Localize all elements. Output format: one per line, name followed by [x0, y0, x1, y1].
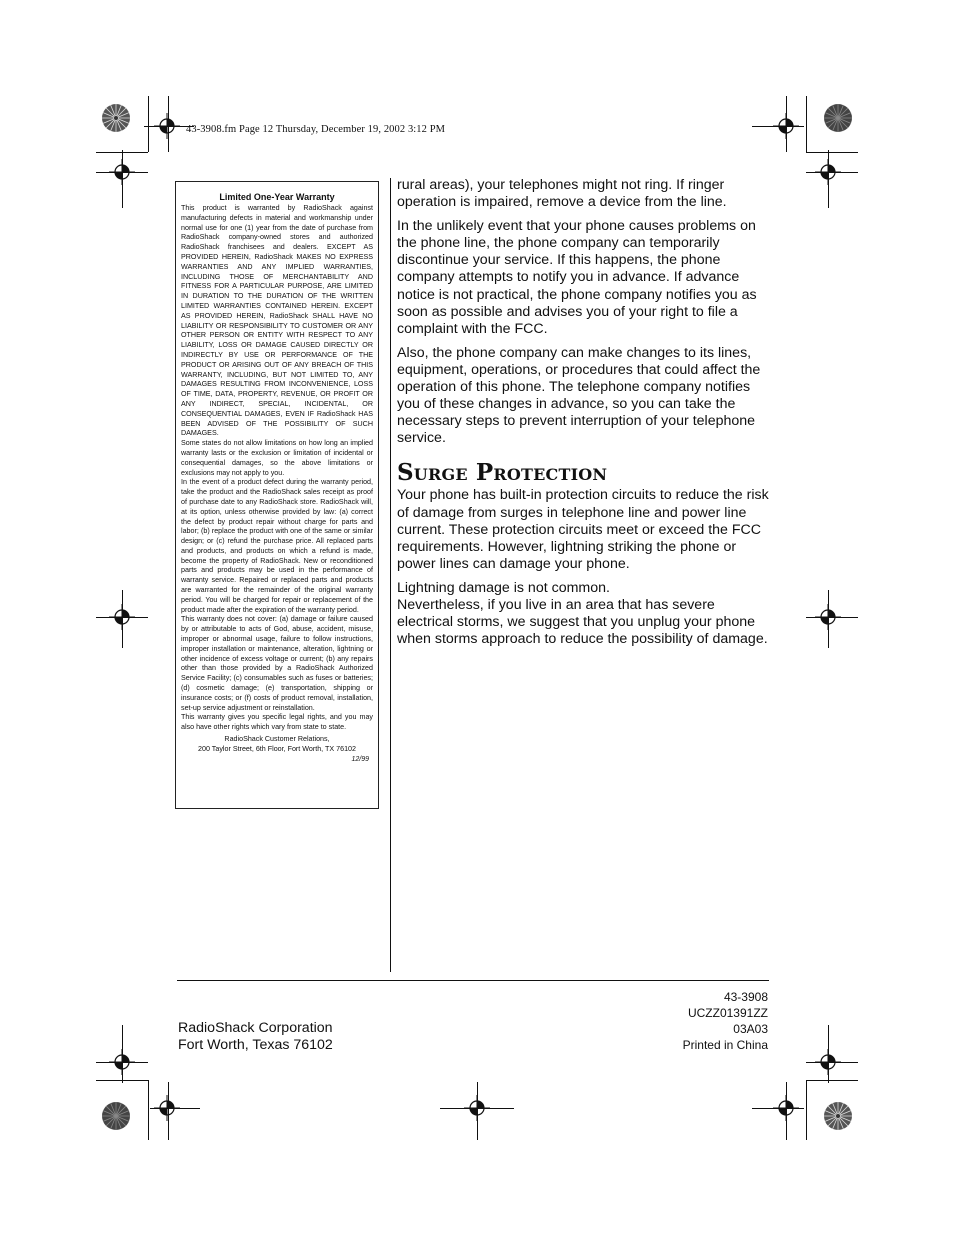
- registration-target-icon: [154, 113, 180, 139]
- registration-target-icon: [773, 1095, 799, 1121]
- body-column: [397, 177, 769, 655]
- registration-target-icon: [109, 604, 135, 630]
- warranty-title: Limited One-Year Warranty: [219, 192, 335, 202]
- warranty-box: [175, 181, 379, 809]
- starburst-calibration-icon: [823, 103, 853, 133]
- company-name: RadioShack Corporation: [178, 1020, 333, 1036]
- body-paragraph: Also, the phone company can make changes to its lines, equipment, operations, or procedures that could affect the operation of this phone. The telephone company notifies you of these changes in advance, so you can take the necessary steps to prevent interruption of your telephone service.: [397, 344, 761, 447]
- body-paragraph: Lightning damage is not common.: [397, 579, 610, 596]
- catalog-number: 43-3908: [723, 990, 768, 1004]
- company-address: [178, 1020, 333, 1055]
- starburst-calibration-icon: [101, 1101, 131, 1131]
- warranty-date: 12/99: [351, 755, 369, 763]
- warranty-contact-line: RadioShack Customer Relations,: [224, 735, 330, 744]
- printed-in: Printed in China: [682, 1037, 768, 1052]
- registration-target-icon: [109, 159, 135, 185]
- starburst-calibration-icon: [101, 103, 131, 133]
- company-city: Fort Worth, Texas 76102: [178, 1037, 333, 1054]
- catalog-codes: [683, 990, 768, 1054]
- registration-target-icon: [773, 113, 799, 139]
- registration-target-icon: [154, 1095, 180, 1121]
- body-paragraph: Your phone has built-in protection circuits to reduce the risk of damage from surges in telephone line and power line current. These protection circuits meet or exceed the FCC requirements. However, lightning striking the phone or power lines can damage your phone.: [397, 487, 769, 572]
- column-divider: [390, 178, 391, 972]
- footer-rule: [177, 980, 769, 981]
- warranty-paragraph: In the event of a product defect during the warranty period, take the product and the RadioShack sales receipt as proof of purchase date to any RadioShack store. RadioShack will, at its option, unless otherwise provided by law: (a) correct the defect by product repair without charge for parts and labor; (b) replace the product with one of the same or similar design; or (c) refund the purchase price. All replaced parts and products, and products on which a refund is made, become the property of RadioShack. New or reconditioned parts and products may be used in the performance of warranty service. Repaired or replaced parts and products are warranted for the remainder of the original warranty period. You will be charged for repair or replacement of the product made after the expiration of the warranty period.: [181, 478, 373, 614]
- warranty-contact-line: 200 Taylor Street, 6th Floor, Fort Worth, TX 76102: [198, 744, 356, 753]
- section-heading: Surge Protection: [397, 459, 608, 487]
- part-number: UCZZ01391ZZ: [687, 1005, 768, 1020]
- registration-target-icon: [815, 1049, 841, 1075]
- warranty-paragraph: This warranty does not cover: (a) damage or failure caused by or attributable to acts of God, abuse, accident, misuse, improper or abnormal usage, failure to follow instructions, improper installation or maintenance, alteration, lightning or other incidence of excess voltage or current; (b) any repairs other than those provided by a RadioShack Authorized Service Facility; (c) consumables such as fuses or batteries; (d) cosmetic damage; (e) transportation, shipping or insurance costs; or (f) costs of product removal, installation, set-up service adjustment or reinstallation.: [181, 615, 373, 712]
- body-paragraph: rural areas), your telephones might not ring. If ringer operation is impaired, remove a device from the line.: [397, 177, 727, 211]
- registration-target-icon: [815, 159, 841, 185]
- body-paragraph: In the unlikely event that your phone causes problems on the phone line, the phone company can temporarily discontinue your service. If this happens, the phone company attempts to notify you in advance. If advance notice is not practical, the phone company notifies you as soon as possible and advises you of your right to file a complaint with the FCC.: [397, 218, 757, 337]
- body-paragraph: Nevertheless, if you live in an area that has severe electrical storms, we suggest that you unplug your phone when storms approach to reduce the possibility of damage.: [397, 596, 768, 648]
- warranty-paragraph: Some states do not allow limitations on how long an implied warranty lasts or the exclusion or limitation of incidental or consequential damages, so the above limitations or exclusions may not apply to you.: [181, 439, 373, 477]
- registration-target-icon: [109, 1049, 135, 1075]
- registration-target-icon: [464, 1095, 490, 1121]
- file-info-header: 43-3908.fm Page 12 Thursday, December 19, 2002 3:12 PM: [186, 124, 446, 135]
- revision-code: 03A03: [733, 1021, 768, 1036]
- warranty-paragraph: This warranty gives you specific legal rights, and you may also have other rights which vary from state to state.: [181, 713, 373, 732]
- starburst-calibration-icon: [823, 1101, 853, 1131]
- registration-target-icon: [815, 604, 841, 630]
- warranty-paragraph: This product is warranted by RadioShack against manufacturing defects in material and workmanship under normal use for one (1) year from the date of purchase from RadioShack company-owned stores and authorized RadioShack franchisees and dealers. EXCEPT AS PROVIDED HEREIN, RadioShack MAKES NO EXPRESS WARRANTIES AND ANY IMPLIED WARRANTIES, INCLUDING THOSE OF MERCHANTABILITY AND FITNESS FOR A PARTICULAR PURPOSE, ARE LIMITED IN DURATION TO THE DURATION OF THE WRITTEN LIMITED WARRANTIES CONTAINED HEREIN. EXCEPT AS PROVIDED HEREIN, RadioShack SHALL HAVE NO LIABILITY OR RESPONSIBILITY TO CUSTOMER OR ANY OTHER PERSON OR ENTITY WITH RESPECT TO ANY LIABILITY, LOSS OR DAMAGE CAUSED DIRECTLY OR INDIRECTLY BY USE OR PERFORMANCE OF THE PRODUCT OR ARISING OUT OF ANY BREACH OF THIS WARRANTY, INCLUDING, BUT NOT LIMITED TO, ANY DAMAGES RESULTING FROM INCONVENIENCE, LOSS OF TIME, DATA, PROPERTY, REVENUE, OR PROFIT OR ANY INDIRECT, SPECIAL, INCIDENTAL, OR CONSEQUENTIAL DAMAGES, EVEN IF RadioShack HAS BEEN ADVISED OF THE POSSIBILITY OF SUCH DAMAGES.: [181, 204, 373, 438]
- warranty-contact: [181, 735, 373, 755]
